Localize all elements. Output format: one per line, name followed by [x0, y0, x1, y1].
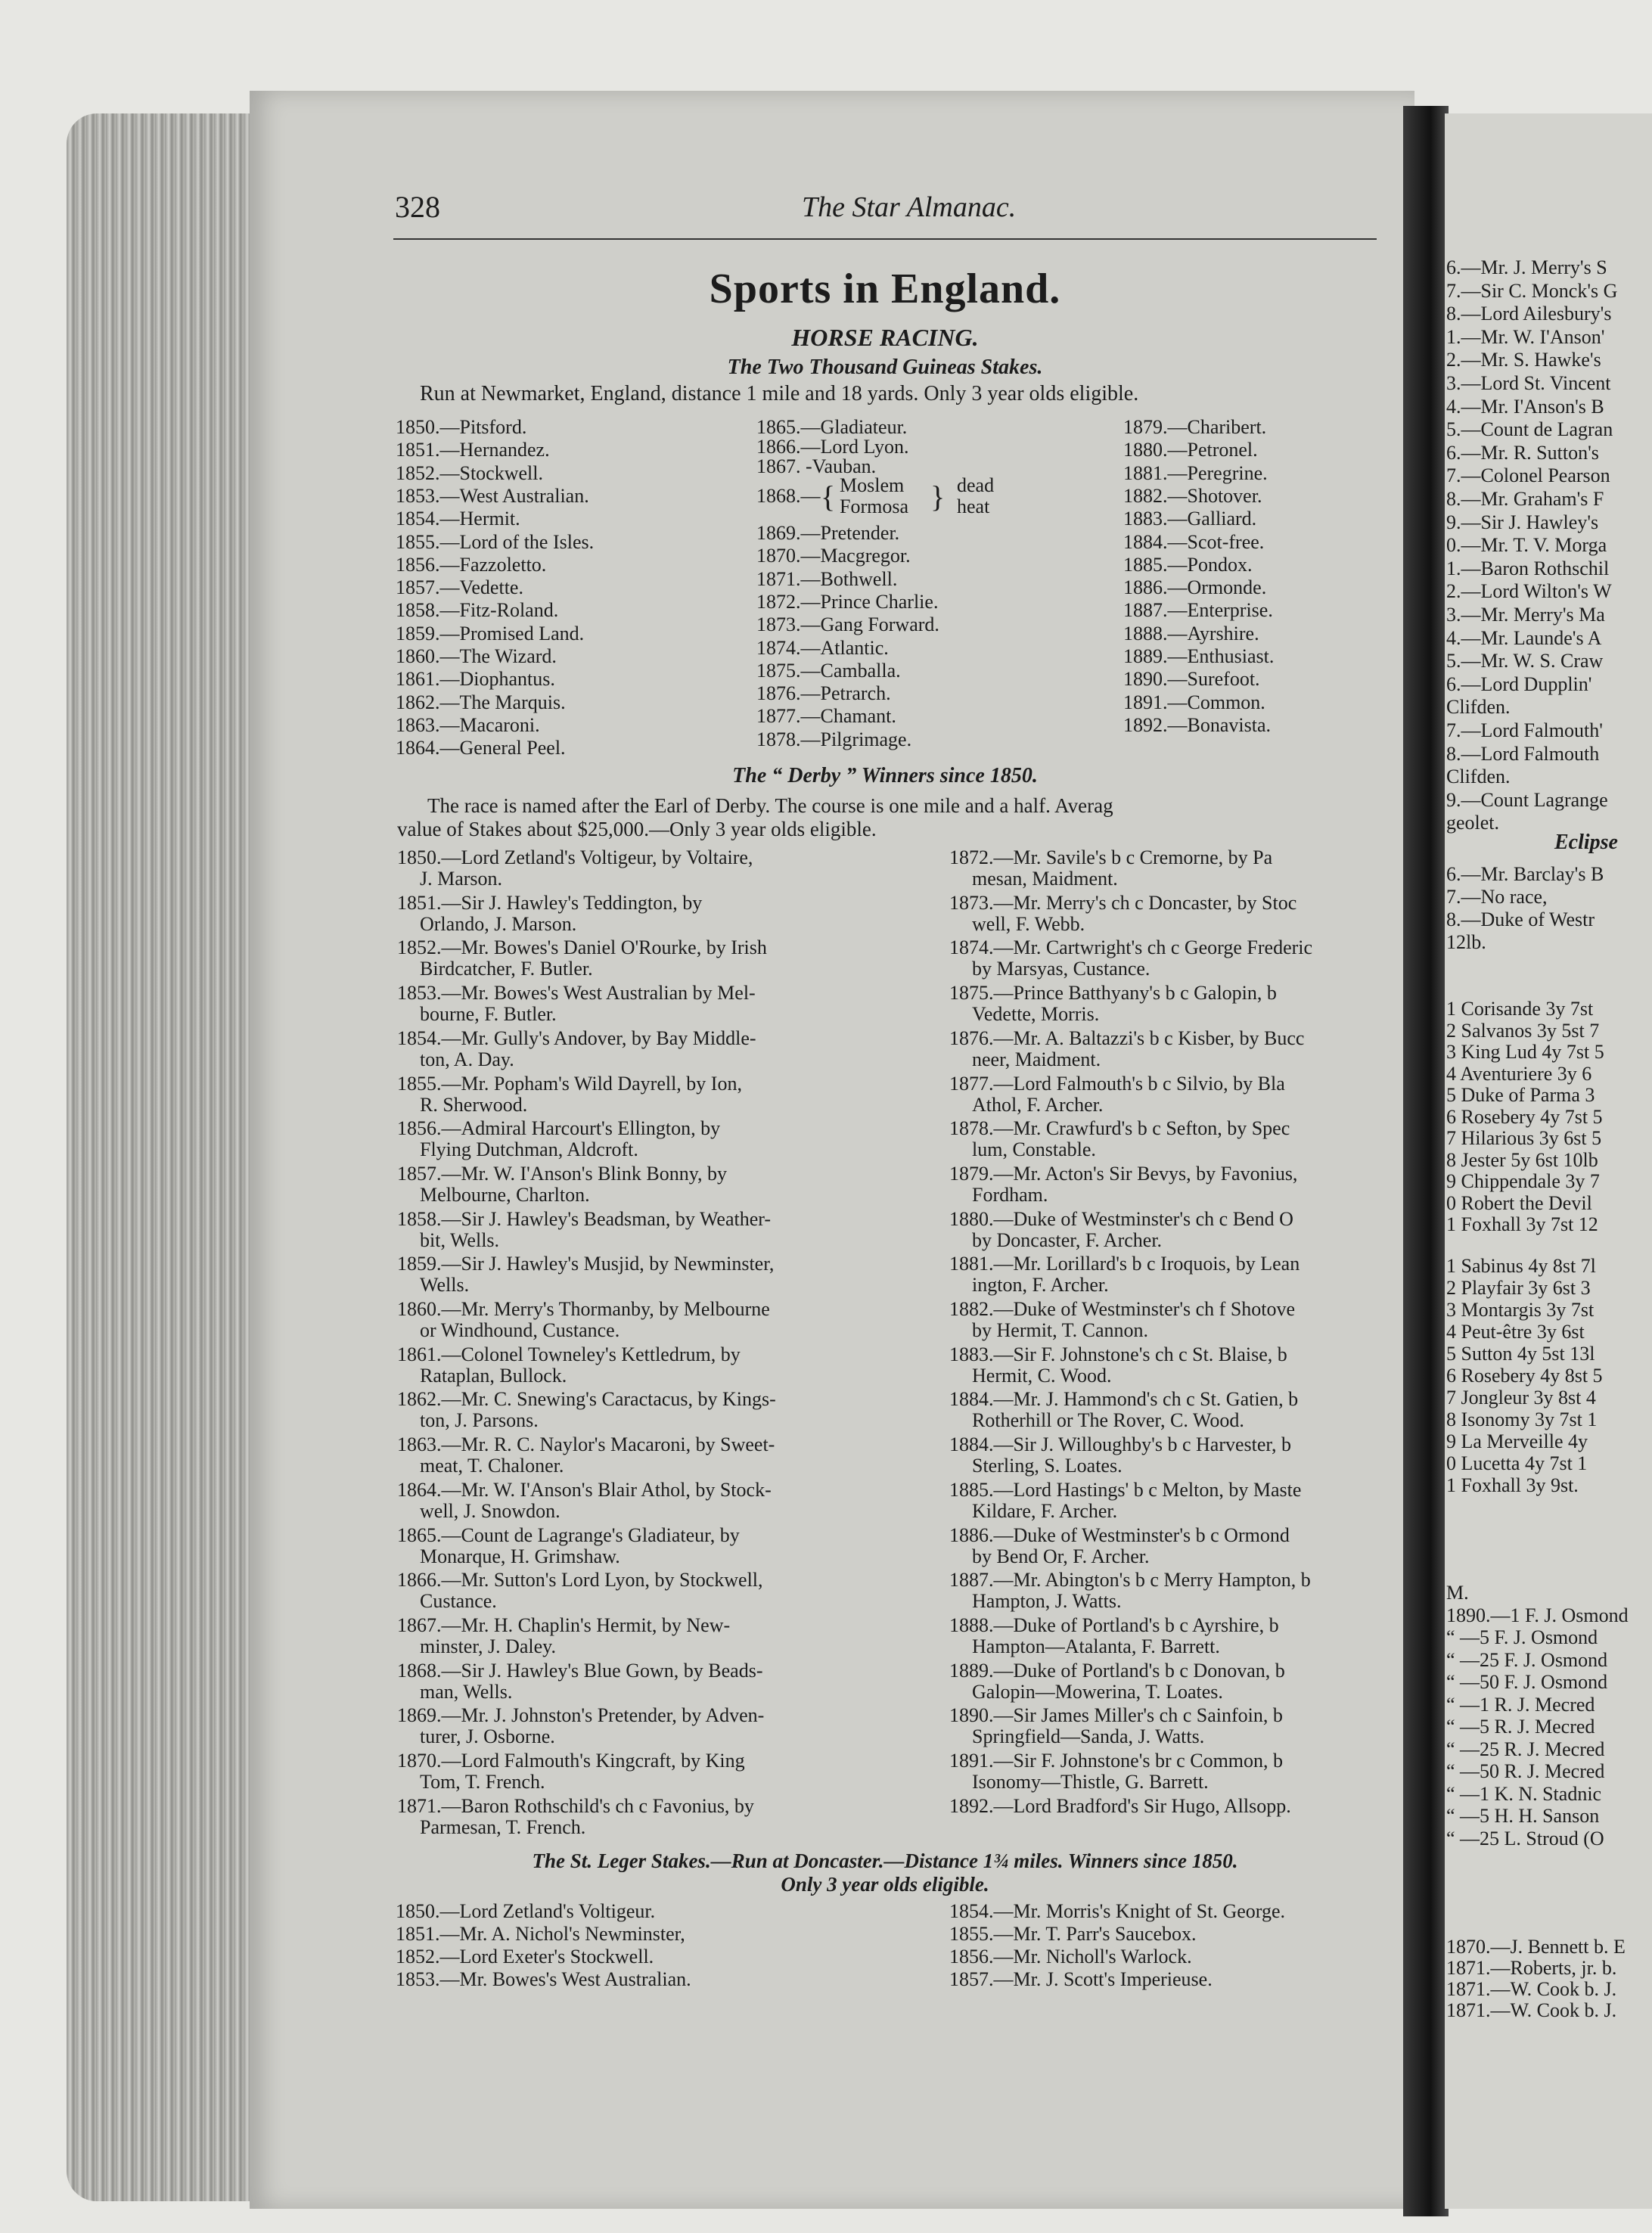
derby-entry	[949, 1073, 1403, 1116]
left-brace: {	[821, 480, 836, 514]
next-page-line: 8.—Lord Ailesbury's	[1446, 303, 1612, 325]
entry-line-1: 1860.—Mr. Merry's Thormanby, by Melbourne	[397, 1298, 770, 1320]
entry-line-2: bit, Wells.	[420, 1228, 500, 1251]
entry-line-2: Wells.	[420, 1274, 470, 1297]
entry-line-1: 1875.—Prince Batthyany's b c Galopin, b	[949, 982, 1277, 1005]
entry-line-2: J. Marson.	[420, 868, 503, 890]
next-page-line: 4 Aventuriere 3y 6	[1446, 1062, 1592, 1085]
guineas-col3-item: 1881.—Peregrine.	[1123, 461, 1268, 484]
page-number: 328	[395, 190, 440, 224]
derby-entry	[397, 1209, 942, 1251]
next-page-line: 9.—Sir J. Hawley's	[1446, 511, 1599, 533]
entry-line-2: Hampton—Atalanta, F. Barrett.	[972, 1635, 1220, 1657]
entry-line-2: Hermit, C. Wood.	[972, 1364, 1112, 1387]
next-page-line: “ —5 H. H. Sanson	[1446, 1805, 1600, 1827]
derby-entry	[949, 1434, 1403, 1477]
entry-line-2: ington, F. Archer.	[972, 1274, 1109, 1297]
derby-entry	[949, 1615, 1403, 1657]
guineas-col2-item: 1874.—Atlantic.	[756, 636, 889, 659]
next-page-line: 1871.—Roberts, jr. b.	[1446, 1957, 1617, 1979]
next-page-line: 6 Rosebery 4y 8st 5	[1446, 1365, 1603, 1387]
derby-entry	[949, 1118, 1403, 1160]
derby-intro-1: The race is named after the Earl of Derby. The course is one mile and a half. Averag	[427, 794, 1113, 817]
guineas-col1-item: 1850.—Pitsford.	[396, 416, 527, 438]
entry-line-2: neer, Maidment.	[972, 1048, 1101, 1070]
derby-entry	[949, 847, 1403, 890]
entry-line-1: 1856.—Admiral Harcourt's Ellington, by	[397, 1117, 721, 1140]
entry-line-2: Birdcatcher, F. Butler.	[420, 958, 593, 980]
next-page-line: 0 Lucetta 4y 7st 1	[1446, 1452, 1588, 1474]
next-page-line: 3.—Lord St. Vincent	[1446, 372, 1611, 394]
entry-line-2: by Bend Or, F. Archer.	[972, 1545, 1150, 1567]
entry-line-2: Kildare, F. Archer.	[972, 1499, 1118, 1522]
next-page-line: 8 Jester 5y 6st 10lb	[1446, 1148, 1598, 1171]
guineas-col2-item: 1869.—Pretender.	[756, 522, 900, 544]
entry-line-1: 1853.—Mr. Bowes's West Australian by Mel-	[397, 982, 756, 1005]
entry-line-2: Monarque, H. Grimshaw.	[420, 1545, 620, 1567]
derby-entry	[397, 1615, 942, 1657]
guineas-col1-item: 1858.—Fitz-Roland.	[396, 599, 559, 622]
guineas-col1-item: 1857.—Vedette.	[396, 576, 523, 599]
guineas-col3-item: 1892.—Bonavista.	[1123, 713, 1271, 736]
entry-line-1: 1884.—Mr. J. Hammond's ch c St. Gatien, b	[949, 1388, 1299, 1411]
guineas-col1-item: 1852.—Stockwell.	[396, 461, 543, 484]
entry-line-2: or Windhound, Custance.	[420, 1319, 620, 1341]
guineas-col1-item: 1854.—Hermit.	[396, 508, 520, 530]
next-page-line: 1890.—1 F. J. Osmond	[1446, 1604, 1629, 1626]
derby-entry	[949, 1209, 1403, 1251]
derby-entry	[949, 1389, 1403, 1431]
entry-line-1: 1866.—Mr. Sutton's Lord Lyon, by Stockwell,	[397, 1569, 763, 1592]
guineas-col1-item: 1853.—West Australian.	[396, 484, 589, 507]
derby-entry	[949, 1705, 1403, 1747]
entry-line-1: 1877.—Lord Falmouth's b c Silvio, by Bla	[949, 1072, 1285, 1095]
entry-line-2: R. Sherwood.	[420, 1093, 528, 1116]
entry-line-1: 1871.—Baron Rothschild's ch c Favonius, by	[397, 1794, 754, 1817]
entry-line-1: 1861.—Colonel Towneley's Kettledrum, by	[397, 1343, 741, 1365]
derby-entry	[949, 983, 1403, 1025]
next-page-line: 8.—Lord Falmouth	[1446, 742, 1600, 765]
next-page-line: M.	[1446, 1582, 1469, 1604]
next-page-line: geolet.	[1446, 812, 1500, 834]
entry-line-2: Hampton, J. Watts.	[972, 1590, 1122, 1613]
right-brace: }	[930, 480, 946, 514]
guineas-col3-item: 1879.—Charibert.	[1123, 416, 1267, 438]
derby-entry	[949, 937, 1403, 980]
next-page-line: 6 Rosebery 4y 7st 5	[1446, 1105, 1603, 1128]
next-page-line: “ —1 R. J. Mecred	[1446, 1693, 1595, 1716]
derby-entry	[397, 1434, 942, 1477]
derby-entry	[397, 1705, 942, 1747]
derby-entry	[949, 1660, 1403, 1703]
derby-entry	[397, 1253, 942, 1296]
entry-line-1: 1865.—Count de Lagrange's Gladiateur, by	[397, 1523, 740, 1546]
next-page-line: 9 Chippendale 3y 7	[1446, 1170, 1600, 1192]
guineas-col3-item: 1883.—Galliard.	[1123, 508, 1257, 530]
next-page-line: 1871.—W. Cook b. J.	[1446, 1978, 1617, 2000]
entry-line-2: lum, Constable.	[972, 1138, 1096, 1161]
next-page-line: 7.—Lord Falmouth'	[1446, 719, 1603, 741]
entry-line-1: 1863.—Mr. R. C. Naylor's Macaroni, by Sweet-	[397, 1433, 775, 1456]
eclipse-title: Eclipse	[1554, 831, 1618, 854]
entry-line-1: 1879.—Mr. Acton's Sir Bevys, by Favonius,	[949, 1162, 1298, 1185]
next-page-line: 1 Corisande 3y 7st	[1446, 998, 1594, 1020]
next-page-line: 1 Foxhall 3y 9st.	[1446, 1474, 1579, 1496]
entry-line-1: 1859.—Sir J. Hawley's Musjid, by Newminster,	[397, 1253, 775, 1275]
entry-line-1: 1881.—Mr. Lorillard's b c Iroquois, by Lean	[949, 1253, 1300, 1275]
entry-line-2: by Doncaster, F. Archer.	[972, 1228, 1163, 1251]
next-page-line: 6.—Mr. Barclay's B	[1446, 863, 1604, 885]
guineas-col2-item: 1865.—Gladiateur.	[756, 416, 908, 438]
next-page-line: “ —25 L. Stroud (O	[1446, 1827, 1604, 1849]
derby-entry	[397, 1525, 942, 1567]
entry-line-1: 1891.—Sir F. Johnstone's br c Common, b	[949, 1750, 1284, 1772]
entry-line-2: meat, T. Chaloner.	[420, 1455, 564, 1477]
entry-line-1: 1888.—Duke of Portland's b c Ayrshire, b	[949, 1613, 1279, 1636]
entry-line-2: man, Wells.	[420, 1680, 513, 1703]
next-page-line: 9.—Count Lagrange	[1446, 788, 1608, 811]
next-page-line: “ —25 F. J. Osmond	[1446, 1648, 1608, 1671]
st-leger-right-item: 1854.—Mr. Morris's Knight of St. George.	[949, 1900, 1286, 1922]
next-page-line: 1 Sabinus 4y 8st 7l	[1446, 1255, 1596, 1277]
entry-line-2: turer, J. Osborne.	[420, 1725, 555, 1748]
derby-intro-2: value of Stakes about $25,000.—Only 3 year olds eligible.	[397, 818, 877, 840]
entry-line-2: Melbourne, Charlton.	[420, 1183, 590, 1206]
entry-line-2: Rotherhill or The Rover, C. Wood.	[972, 1409, 1244, 1432]
entry-line-2: Tom, T. French.	[420, 1771, 545, 1793]
guineas-col3-item: 1888.—Ayrshire.	[1123, 622, 1259, 644]
next-page-line: “ —1 K. N. Stadnic	[1446, 1782, 1602, 1805]
derby-entry	[397, 1028, 942, 1070]
entry-line-1: 1868.—Sir J. Hawley's Blue Gown, by Beads-	[397, 1659, 763, 1682]
entry-line-1: 1867.—Mr. H. Chaplin's Hermit, by New-	[397, 1613, 731, 1636]
guineas-col3-item: 1880.—Petronel.	[1123, 439, 1258, 461]
next-page-line: 2 Playfair 3y 6st 3	[1446, 1277, 1591, 1299]
next-page-line: 1871.—W. Cook b. J.	[1446, 1999, 1617, 2021]
derby-title: The “ Derby ” Winners since 1850.	[732, 764, 1038, 787]
entry-line-1: 1889.—Duke of Portland's b c Donovan, b	[949, 1659, 1285, 1682]
entry-line-1: 1887.—Mr. Abington's b c Merry Hampton, b	[949, 1569, 1311, 1592]
derby-entry	[397, 1299, 942, 1341]
guineas-col3-item: 1884.—Scot-free.	[1123, 530, 1265, 553]
entry-line-2: Sterling, S. Loates.	[972, 1455, 1123, 1477]
next-page-line: 7 Jongleur 3y 8st 4	[1446, 1387, 1596, 1408]
entry-line-1: 1869.—Mr. J. Johnston's Pretender, by Adven-	[397, 1704, 765, 1727]
guineas-col2-item: 1876.—Petrarch.	[756, 682, 891, 705]
derby-entry	[949, 1253, 1403, 1296]
entry-line-1: 1851.—Sir J. Hawley's Teddington, by	[397, 891, 703, 914]
next-page-line: 5.—Count de Lagran	[1446, 418, 1613, 441]
next-page-line: 4 Peut-être 3y 6st	[1446, 1321, 1585, 1343]
entry-line-1: 1873.—Mr. Merry's ch c Doncaster, by Stoc	[949, 891, 1297, 914]
dead-heat-note-1: dead	[957, 474, 995, 496]
next-page-line: 3 King Lud 4y 7st 5	[1446, 1041, 1604, 1063]
guineas-col1-item: 1863.—Macaroni.	[396, 713, 540, 736]
book-gutter	[1403, 106, 1449, 2216]
derby-entry	[397, 1163, 942, 1206]
derby-entry	[397, 1344, 942, 1387]
guineas-col3-item: 1882.—Shotover.	[1123, 484, 1262, 507]
entry-line-1: 1890.—Sir James Miller's ch c Sainfoin, b	[949, 1704, 1283, 1727]
entry-line-1: 1892.—Lord Bradford's Sir Hugo, Allsopp.	[949, 1794, 1291, 1817]
dead-heat-year: 1868.—	[756, 485, 821, 507]
entry-line-1: 1886.—Duke of Westminster's b c Ormond	[949, 1523, 1290, 1546]
derby-entry	[949, 1480, 1403, 1522]
guineas-col3-item: 1889.—Enthusiast.	[1123, 645, 1275, 667]
st-leger-right-item: 1857.—Mr. J. Scott's Imperieuse.	[949, 1968, 1213, 1990]
next-page-line: 4.—Mr. Launde's A	[1446, 626, 1602, 649]
guineas-col1-item: 1864.—General Peel.	[396, 737, 566, 759]
entry-line-2: Isonomy—Thistle, G. Barrett.	[972, 1771, 1209, 1793]
next-page-line: 8 Isonomy 3y 7st 1	[1446, 1408, 1598, 1430]
entry-line-1: 1858.—Sir J. Hawley's Beadsman, by Weather-	[397, 1207, 772, 1230]
entry-line-2: Custance.	[420, 1590, 497, 1613]
derby-entry	[397, 1480, 942, 1522]
next-page-line: 5 Sutton 4y 5st 13l	[1446, 1343, 1595, 1365]
derby-entry	[949, 1344, 1403, 1387]
entry-line-2: by Hermit, T. Cannon.	[972, 1319, 1149, 1341]
next-page-line: 8.—Mr. Graham's F	[1446, 488, 1604, 510]
guineas-col2-item: 1872.—Prince Charlie.	[756, 590, 939, 613]
next-page-line: 7.—No race,	[1446, 886, 1548, 908]
entry-line-1: 1862.—Mr. C. Snewing's Caractacus, by Kings-	[397, 1388, 776, 1411]
entry-line-1: 1852.—Mr. Bowes's Daniel O'Rourke, by Irish	[397, 936, 767, 959]
section-title: Sports in England.	[709, 266, 1061, 312]
guineas-col2-item: 1871.—Bothwell.	[756, 567, 898, 590]
derby-entry	[397, 1073, 942, 1116]
next-page-line: Clifden.	[1446, 696, 1511, 719]
next-page-line: 1.—Mr. W. I'Anson'	[1446, 325, 1605, 348]
next-page-line: 6.—Mr. J. Merry's S	[1446, 256, 1607, 278]
subsection-title: HORSE RACING.	[791, 324, 979, 351]
next-page-line: 2.—Mr. S. Hawke's	[1446, 349, 1601, 371]
guineas-col2-item: 1866.—Lord Lyon.	[756, 436, 909, 458]
next-page-line: 2.—Lord Wilton's W	[1446, 580, 1612, 603]
derby-entry	[949, 1163, 1403, 1206]
st-leger-title-2: Only 3 year olds eligible.	[781, 1873, 989, 1896]
entry-line-2: Rataplan, Bullock.	[420, 1364, 567, 1387]
derby-entry	[949, 893, 1403, 935]
derby-entry	[397, 1118, 942, 1160]
entry-line-1: 1855.—Mr. Popham's Wild Dayrell, by Ion,	[397, 1072, 742, 1095]
derby-entry	[397, 1389, 942, 1431]
guineas-col3-item: 1887.—Enterprise.	[1123, 599, 1273, 622]
derby-entry	[949, 1750, 1403, 1793]
entry-line-2: bourne, F. Butler.	[420, 1003, 557, 1026]
guineas-col2-item: 1873.—Gang Forward.	[756, 613, 939, 636]
guineas-col3-item: 1885.—Pondox.	[1123, 553, 1253, 576]
guineas-col2-item: 1870.—Macgregor.	[756, 545, 911, 567]
next-page-line: 5 Duke of Parma 3	[1446, 1084, 1595, 1106]
guineas-col1-item: 1862.—The Marquis.	[396, 691, 566, 713]
next-page-line: 12lb.	[1446, 931, 1486, 953]
next-page-line: 0.—Mr. T. V. Morga	[1446, 534, 1607, 557]
st-leger-right-item: 1855.—Mr. T. Parr's Saucebox.	[949, 1923, 1197, 1945]
guineas-col1-item: 1860.—The Wizard.	[396, 645, 557, 667]
next-page-line: Clifden.	[1446, 766, 1511, 788]
st-leger-title-1: The St. Leger Stakes.—Run at Doncaster.—Distance 1¾ miles. Winners since 1850.	[532, 1849, 1238, 1872]
next-page-line: 1870.—J. Bennett b. E	[1446, 1936, 1626, 1958]
next-page-line: 7 Hilarious 3y 6st 5	[1446, 1127, 1602, 1149]
entry-line-1: 1885.—Lord Hastings' b c Melton, by Maste	[949, 1478, 1302, 1501]
guineas-title: The Two Thousand Guineas Stakes.	[727, 356, 1043, 379]
dead-heat-note-2: heat	[957, 495, 990, 517]
entry-line-1: 1872.—Mr. Savile's b c Cremorne, by Pa	[949, 846, 1273, 868]
entry-line-1: 1880.—Duke of Westminster's ch c Bend O	[949, 1207, 1293, 1230]
entry-line-2: Galopin—Mowerina, T. Loates.	[972, 1680, 1223, 1703]
entry-line-2: ton, J. Parsons.	[420, 1409, 539, 1432]
derby-entry	[949, 1796, 1403, 1817]
next-page-line: 8.—Duke of Westr	[1446, 908, 1595, 930]
next-page-line: “ —50 F. J. Osmond	[1446, 1671, 1608, 1693]
next-page-line: “ —50 R. J. Mecred	[1446, 1760, 1605, 1782]
dead-heat-horse-2: Formosa	[840, 495, 908, 517]
guineas-col3-item: 1891.—Common.	[1123, 691, 1265, 713]
derby-entry	[397, 937, 942, 980]
entry-line-2: Fordham.	[972, 1183, 1048, 1206]
derby-entry	[397, 1660, 942, 1703]
entry-line-1: 1870.—Lord Falmouth's Kingcraft, by King	[397, 1750, 745, 1772]
entry-line-2: mesan, Maidment.	[972, 868, 1118, 890]
st-leger-right-item: 1856.—Mr. Nicholl's Warlock.	[949, 1946, 1192, 1967]
entry-line-2: Parmesan, T. French.	[420, 1815, 586, 1838]
dead-heat-horse-1: Moslem	[840, 474, 905, 496]
derby-entry	[397, 1570, 942, 1612]
derby-entry	[397, 847, 942, 890]
guineas-col2-item: 1878.—Pilgrimage.	[756, 728, 912, 750]
st-leger-left-item: 1853.—Mr. Bowes's West Australian.	[396, 1968, 691, 1990]
guineas-col2-item: 1875.—Camballa.	[756, 659, 901, 682]
derby-entry	[949, 1028, 1403, 1070]
guineas-col1-item: 1861.—Diophantus.	[396, 668, 555, 691]
entry-line-1: 1857.—Mr. W. I'Anson's Blink Bonny, by	[397, 1162, 728, 1185]
st-leger-left-item: 1852.—Lord Exeter's Stockwell.	[396, 1946, 654, 1967]
header-rule	[393, 238, 1377, 240]
next-page-line: 2 Salvanos 3y 5st 7	[1446, 1019, 1600, 1042]
next-page-line: 4.—Mr. I'Anson's B	[1446, 395, 1604, 418]
next-page-line: 3.—Mr. Merry's Ma	[1446, 604, 1605, 626]
next-page-line: 9 La Merveille 4y	[1446, 1430, 1588, 1452]
entry-line-1: 1854.—Mr. Gully's Andover, by Bay Middle-	[397, 1026, 756, 1049]
entry-line-2: Orlando, J. Marson.	[420, 912, 577, 935]
st-leger-left-item: 1850.—Lord Zetland's Voltigeur.	[396, 1900, 656, 1922]
st-leger-left-item: 1851.—Mr. A. Nichol's Newminster,	[396, 1923, 685, 1945]
entry-line-1: 1874.—Mr. Cartwright's ch c George Frederic	[949, 936, 1313, 959]
next-page-line: 7.—Colonel Pearson	[1446, 464, 1610, 487]
entry-line-2: well, F. Webb.	[972, 912, 1085, 935]
guineas-intro: Run at Newmarket, England, distance 1 mile and 18 yards. Only 3 year olds eligible.	[420, 382, 1139, 405]
next-page-line: 7.—Sir C. Monck's G	[1446, 279, 1618, 302]
entry-line-1: 1864.—Mr. W. I'Anson's Blair Athol, by Stock-	[397, 1478, 772, 1501]
next-page-line: 5.—Mr. W. S. Craw	[1446, 650, 1604, 672]
entry-line-1: 1882.—Duke of Westminster's ch f Shotove	[949, 1298, 1296, 1320]
entry-line-2: minster, J. Daley.	[420, 1635, 556, 1657]
derby-entry	[397, 1796, 942, 1838]
next-page-line: 3 Montargis 3y 7st	[1446, 1299, 1595, 1321]
derby-entry	[949, 1299, 1403, 1341]
entry-line-2: by Marsyas, Custance.	[972, 958, 1150, 980]
derby-entry	[397, 893, 942, 935]
guineas-col2-item: 1877.—Chamant.	[756, 705, 896, 728]
book-page-edges	[67, 113, 256, 2201]
entry-line-2: Flying Dutchman, Aldcroft.	[420, 1138, 638, 1161]
entry-line-1: 1884.—Sir J. Willoughby's b c Harvester, b	[949, 1433, 1292, 1456]
entry-line-1: 1878.—Mr. Crawfurd's b c Sefton, by Spec	[949, 1117, 1290, 1140]
next-page-line: “ —25 R. J. Mecred	[1446, 1738, 1605, 1760]
next-page-line: 6.—Lord Dupplin'	[1446, 672, 1592, 695]
next-page-line: 0 Robert the Devil	[1446, 1191, 1592, 1214]
entry-line-2: Vedette, Morris.	[972, 1003, 1100, 1026]
guineas-col1-item: 1859.—Promised Land.	[396, 622, 585, 644]
next-page-line: 6.—Mr. R. Sutton's	[1446, 441, 1599, 464]
derby-entry	[949, 1525, 1403, 1567]
entry-line-2: ton, A. Day.	[420, 1048, 514, 1070]
entry-line-2: Athol, F. Archer.	[972, 1093, 1104, 1116]
entry-line-1: 1850.—Lord Zetland's Voltigeur, by Voltaire,	[397, 846, 753, 868]
guineas-col1-item: 1855.—Lord of the Isles.	[396, 530, 595, 553]
next-page-line: “ —5 F. J. Osmond	[1446, 1626, 1598, 1648]
entry-line-1: 1883.—Sir F. Johnstone's ch c St. Blaise, b	[949, 1343, 1287, 1365]
guineas-col3-item: 1886.—Ormonde.	[1123, 576, 1267, 599]
derby-entry	[949, 1570, 1403, 1612]
entry-line-1: 1876.—Mr. A. Baltazzi's b c Kisber, by Bucc	[949, 1026, 1305, 1049]
next-page-line: 1 Foxhall 3y 7st 12	[1446, 1213, 1598, 1235]
running-title: The Star Almanac.	[802, 191, 1017, 223]
guineas-col1-item: 1851.—Hernandez.	[396, 439, 550, 461]
guineas-col3-item: 1890.—Surefoot.	[1123, 668, 1260, 691]
entry-line-2: well, J. Snowdon.	[420, 1499, 560, 1522]
derby-entry	[397, 983, 942, 1025]
guineas-col2-item: 1867. -Vauban.	[756, 455, 877, 477]
next-page-line: 1.—Baron Rothschil	[1446, 557, 1610, 579]
derby-entry	[397, 1750, 942, 1793]
next-page-line: “ —5 R. J. Mecred	[1446, 1716, 1595, 1738]
guineas-col1-item: 1856.—Fazzoletto.	[396, 553, 547, 576]
entry-line-2: Springfield—Sanda, J. Watts.	[972, 1725, 1205, 1748]
